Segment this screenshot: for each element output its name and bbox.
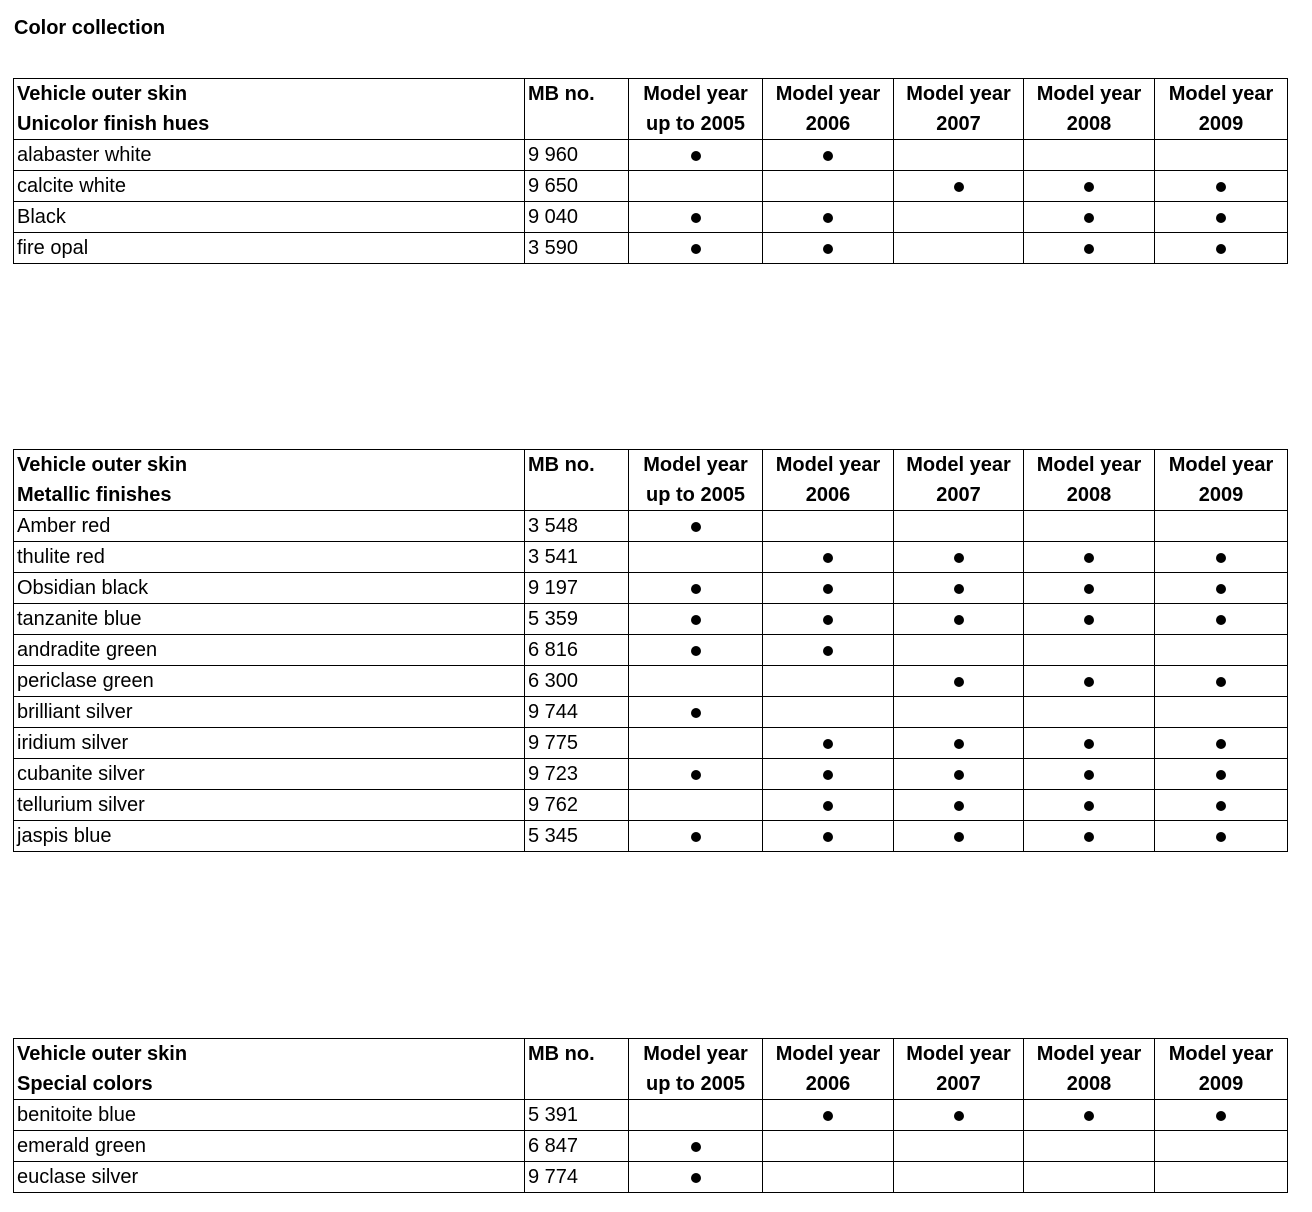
column-header-model-year: Model year bbox=[894, 1039, 1024, 1070]
availability-cell bbox=[894, 759, 1024, 790]
available-dot-icon bbox=[1084, 739, 1094, 749]
available-dot-icon bbox=[691, 244, 701, 254]
color-name: Amber red bbox=[14, 511, 525, 542]
mb-number: 9 762 bbox=[525, 790, 629, 821]
mb-number: 9 774 bbox=[525, 1162, 629, 1193]
header-row bbox=[14, 1039, 1288, 1070]
table-row bbox=[14, 140, 1288, 171]
availability-cell bbox=[1024, 511, 1155, 542]
availability-cell bbox=[763, 697, 894, 728]
available-dot-icon bbox=[823, 584, 833, 594]
availability-cell bbox=[1155, 573, 1288, 604]
year-label: 2007 bbox=[894, 480, 1024, 511]
column-header-skin: Vehicle outer skin bbox=[14, 450, 525, 481]
header-row bbox=[14, 1069, 1288, 1100]
mb-number: 9 650 bbox=[525, 171, 629, 202]
availability-cell bbox=[763, 604, 894, 635]
available-dot-icon bbox=[691, 770, 701, 780]
table-row bbox=[14, 821, 1288, 852]
availability-cell bbox=[763, 759, 894, 790]
availability-cell bbox=[894, 202, 1024, 233]
availability-cell bbox=[1155, 821, 1288, 852]
column-header-model-year: Model year bbox=[763, 79, 894, 110]
table-row bbox=[14, 542, 1288, 573]
empty-header-cell bbox=[525, 1069, 629, 1100]
availability-cell bbox=[629, 140, 763, 171]
availability-cell bbox=[1155, 604, 1288, 635]
available-dot-icon bbox=[1216, 770, 1226, 780]
column-header-skin: Vehicle outer skin bbox=[14, 1039, 525, 1070]
color-name: euclase silver bbox=[14, 1162, 525, 1193]
availability-cell bbox=[894, 573, 1024, 604]
availability-cell bbox=[1155, 697, 1288, 728]
header-row bbox=[14, 480, 1288, 511]
available-dot-icon bbox=[691, 1142, 701, 1152]
availability-cell bbox=[894, 233, 1024, 264]
available-dot-icon bbox=[691, 708, 701, 718]
color-name: andradite green bbox=[14, 635, 525, 666]
table-row bbox=[14, 1131, 1288, 1162]
available-dot-icon bbox=[1216, 801, 1226, 811]
availability-cell bbox=[1024, 821, 1155, 852]
available-dot-icon bbox=[691, 151, 701, 161]
available-dot-icon bbox=[823, 739, 833, 749]
available-dot-icon bbox=[823, 1111, 833, 1121]
available-dot-icon bbox=[823, 244, 833, 254]
column-header-model-year: Model year bbox=[763, 450, 894, 481]
available-dot-icon bbox=[1084, 244, 1094, 254]
available-dot-icon bbox=[954, 770, 964, 780]
year-label: 2007 bbox=[894, 1069, 1024, 1100]
availability-cell bbox=[894, 821, 1024, 852]
special-colors-table bbox=[13, 1038, 1288, 1193]
color-name: jaspis blue bbox=[14, 821, 525, 852]
color-name: thulite red bbox=[14, 542, 525, 573]
availability-cell bbox=[1024, 542, 1155, 573]
availability-cell bbox=[629, 202, 763, 233]
color-name: tellurium silver bbox=[14, 790, 525, 821]
availability-cell bbox=[894, 1100, 1024, 1131]
color-name: Black bbox=[14, 202, 525, 233]
available-dot-icon bbox=[1216, 739, 1226, 749]
available-dot-icon bbox=[954, 801, 964, 811]
column-header-mb-no: MB no. bbox=[525, 79, 629, 110]
available-dot-icon bbox=[823, 151, 833, 161]
availability-cell bbox=[629, 821, 763, 852]
year-label: 2007 bbox=[894, 109, 1024, 140]
available-dot-icon bbox=[954, 584, 964, 594]
table-row bbox=[14, 202, 1288, 233]
availability-cell bbox=[629, 604, 763, 635]
availability-cell bbox=[629, 573, 763, 604]
table-row bbox=[14, 666, 1288, 697]
table-row bbox=[14, 1162, 1288, 1193]
available-dot-icon bbox=[1084, 584, 1094, 594]
mb-number: 6 847 bbox=[525, 1131, 629, 1162]
available-dot-icon bbox=[823, 801, 833, 811]
available-dot-icon bbox=[1216, 615, 1226, 625]
availability-cell bbox=[629, 697, 763, 728]
available-dot-icon bbox=[823, 615, 833, 625]
year-label: 2006 bbox=[763, 109, 894, 140]
availability-cell bbox=[763, 573, 894, 604]
available-dot-icon bbox=[691, 832, 701, 842]
availability-cell bbox=[1024, 1162, 1155, 1193]
available-dot-icon bbox=[1084, 801, 1094, 811]
mb-number: 9 723 bbox=[525, 759, 629, 790]
availability-cell bbox=[894, 697, 1024, 728]
color-name: fire opal bbox=[14, 233, 525, 264]
mb-number: 9 197 bbox=[525, 573, 629, 604]
available-dot-icon bbox=[823, 770, 833, 780]
year-label: 2006 bbox=[763, 480, 894, 511]
availability-cell bbox=[763, 511, 894, 542]
column-header-skin: Vehicle outer skin bbox=[14, 79, 525, 110]
availability-cell bbox=[894, 790, 1024, 821]
available-dot-icon bbox=[823, 553, 833, 563]
availability-cell bbox=[629, 542, 763, 573]
category-label: Unicolor finish hues bbox=[14, 109, 525, 140]
column-header-model-year: Model year bbox=[1024, 79, 1155, 110]
column-header-mb-no: MB no. bbox=[525, 450, 629, 481]
table-row bbox=[14, 233, 1288, 264]
available-dot-icon bbox=[823, 832, 833, 842]
available-dot-icon bbox=[1084, 615, 1094, 625]
availability-cell bbox=[1024, 728, 1155, 759]
page-title: Color collection bbox=[14, 17, 166, 39]
header-row bbox=[14, 450, 1288, 481]
year-label: 2008 bbox=[1024, 1069, 1155, 1100]
availability-cell bbox=[1024, 790, 1155, 821]
availability-cell bbox=[1024, 1100, 1155, 1131]
year-label: 2008 bbox=[1024, 109, 1155, 140]
available-dot-icon bbox=[823, 213, 833, 223]
mb-number: 6 300 bbox=[525, 666, 629, 697]
table-row bbox=[14, 573, 1288, 604]
availability-cell bbox=[1024, 140, 1155, 171]
availability-cell bbox=[763, 666, 894, 697]
column-header-model-year: Model year bbox=[1155, 450, 1288, 481]
column-header-model-year: Model year bbox=[629, 79, 763, 110]
availability-cell bbox=[629, 759, 763, 790]
availability-cell bbox=[763, 1162, 894, 1193]
availability-cell bbox=[763, 1131, 894, 1162]
available-dot-icon bbox=[1084, 182, 1094, 192]
availability-cell bbox=[629, 511, 763, 542]
header-row bbox=[14, 79, 1288, 110]
empty-header-cell bbox=[525, 109, 629, 140]
available-dot-icon bbox=[823, 646, 833, 656]
available-dot-icon bbox=[1216, 677, 1226, 687]
table-row bbox=[14, 759, 1288, 790]
column-header-model-year: Model year bbox=[1155, 1039, 1288, 1070]
header-row bbox=[14, 109, 1288, 140]
color-name: cubanite silver bbox=[14, 759, 525, 790]
color-name: benitoite blue bbox=[14, 1100, 525, 1131]
availability-cell bbox=[894, 604, 1024, 635]
mb-number: 5 359 bbox=[525, 604, 629, 635]
mb-number: 9 775 bbox=[525, 728, 629, 759]
availability-cell bbox=[1024, 1131, 1155, 1162]
available-dot-icon bbox=[691, 1173, 701, 1183]
availability-cell bbox=[763, 821, 894, 852]
color-name: calcite white bbox=[14, 171, 525, 202]
availability-cell bbox=[763, 635, 894, 666]
availability-cell bbox=[763, 1100, 894, 1131]
available-dot-icon bbox=[691, 213, 701, 223]
column-header-model-year: Model year bbox=[763, 1039, 894, 1070]
availability-cell bbox=[763, 171, 894, 202]
category-label: Metallic finishes bbox=[14, 480, 525, 511]
availability-cell bbox=[1155, 511, 1288, 542]
availability-cell bbox=[894, 542, 1024, 573]
available-dot-icon bbox=[954, 553, 964, 563]
available-dot-icon bbox=[1216, 213, 1226, 223]
availability-cell bbox=[1155, 666, 1288, 697]
availability-cell bbox=[629, 1100, 763, 1131]
availability-cell bbox=[1155, 171, 1288, 202]
available-dot-icon bbox=[1216, 244, 1226, 254]
color-name: iridium silver bbox=[14, 728, 525, 759]
column-header-model-year: Model year bbox=[1155, 79, 1288, 110]
availability-cell bbox=[1024, 171, 1155, 202]
availability-cell bbox=[1024, 666, 1155, 697]
availability-cell bbox=[1024, 233, 1155, 264]
color-name: tanzanite blue bbox=[14, 604, 525, 635]
available-dot-icon bbox=[691, 584, 701, 594]
availability-cell bbox=[894, 140, 1024, 171]
table-row bbox=[14, 697, 1288, 728]
available-dot-icon bbox=[691, 615, 701, 625]
availability-cell bbox=[763, 140, 894, 171]
availability-cell bbox=[1155, 790, 1288, 821]
year-label: 2009 bbox=[1155, 480, 1288, 511]
color-name: periclase green bbox=[14, 666, 525, 697]
available-dot-icon bbox=[1216, 182, 1226, 192]
availability-cell bbox=[629, 171, 763, 202]
availability-cell bbox=[1155, 140, 1288, 171]
availability-cell bbox=[1024, 759, 1155, 790]
available-dot-icon bbox=[1084, 1111, 1094, 1121]
unicolor-table bbox=[13, 78, 1288, 264]
available-dot-icon bbox=[1216, 1111, 1226, 1121]
column-header-mb-no: MB no. bbox=[525, 1039, 629, 1070]
table-row bbox=[14, 635, 1288, 666]
availability-cell bbox=[629, 635, 763, 666]
available-dot-icon bbox=[1216, 553, 1226, 563]
availability-cell bbox=[894, 1162, 1024, 1193]
color-name: alabaster white bbox=[14, 140, 525, 171]
availability-cell bbox=[629, 790, 763, 821]
availability-cell bbox=[763, 542, 894, 573]
table-row bbox=[14, 604, 1288, 635]
available-dot-icon bbox=[954, 739, 964, 749]
availability-cell bbox=[629, 1131, 763, 1162]
table-row bbox=[14, 728, 1288, 759]
available-dot-icon bbox=[954, 677, 964, 687]
year-label: up to 2005 bbox=[629, 109, 763, 140]
metallic-table bbox=[13, 449, 1288, 852]
column-header-model-year: Model year bbox=[629, 1039, 763, 1070]
availability-cell bbox=[629, 728, 763, 759]
availability-cell bbox=[1155, 542, 1288, 573]
table-row bbox=[14, 790, 1288, 821]
available-dot-icon bbox=[1084, 770, 1094, 780]
year-label: 2009 bbox=[1155, 109, 1288, 140]
availability-cell bbox=[894, 666, 1024, 697]
year-label: up to 2005 bbox=[629, 480, 763, 511]
mb-number: 5 391 bbox=[525, 1100, 629, 1131]
year-label: 2008 bbox=[1024, 480, 1155, 511]
available-dot-icon bbox=[1084, 677, 1094, 687]
availability-cell bbox=[1024, 202, 1155, 233]
mb-number: 3 541 bbox=[525, 542, 629, 573]
availability-cell bbox=[1155, 233, 1288, 264]
availability-cell bbox=[1155, 1162, 1288, 1193]
availability-cell bbox=[1155, 728, 1288, 759]
availability-cell bbox=[894, 171, 1024, 202]
table-row bbox=[14, 1100, 1288, 1131]
available-dot-icon bbox=[1084, 213, 1094, 223]
color-name: emerald green bbox=[14, 1131, 525, 1162]
availability-cell bbox=[763, 790, 894, 821]
column-header-model-year: Model year bbox=[894, 450, 1024, 481]
color-name: Obsidian black bbox=[14, 573, 525, 604]
year-label: 2006 bbox=[763, 1069, 894, 1100]
availability-cell bbox=[1024, 635, 1155, 666]
availability-cell bbox=[1155, 1100, 1288, 1131]
availability-cell bbox=[1024, 604, 1155, 635]
availability-cell bbox=[1155, 1131, 1288, 1162]
availability-cell bbox=[629, 666, 763, 697]
column-header-model-year: Model year bbox=[629, 450, 763, 481]
availability-cell bbox=[894, 511, 1024, 542]
available-dot-icon bbox=[1216, 584, 1226, 594]
availability-cell bbox=[1024, 697, 1155, 728]
mb-number: 5 345 bbox=[525, 821, 629, 852]
column-header-model-year: Model year bbox=[894, 79, 1024, 110]
mb-number: 3 548 bbox=[525, 511, 629, 542]
color-name: brilliant silver bbox=[14, 697, 525, 728]
available-dot-icon bbox=[1084, 553, 1094, 563]
available-dot-icon bbox=[691, 646, 701, 656]
availability-cell bbox=[894, 635, 1024, 666]
availability-cell bbox=[894, 728, 1024, 759]
availability-cell bbox=[629, 1162, 763, 1193]
available-dot-icon bbox=[954, 615, 964, 625]
available-dot-icon bbox=[954, 1111, 964, 1121]
mb-number: 6 816 bbox=[525, 635, 629, 666]
mb-number: 9 040 bbox=[525, 202, 629, 233]
table-row bbox=[14, 511, 1288, 542]
availability-cell bbox=[629, 233, 763, 264]
available-dot-icon bbox=[1216, 832, 1226, 842]
availability-cell bbox=[1155, 202, 1288, 233]
column-header-model-year: Model year bbox=[1024, 1039, 1155, 1070]
availability-cell bbox=[763, 202, 894, 233]
availability-cell bbox=[1155, 759, 1288, 790]
availability-cell bbox=[763, 728, 894, 759]
empty-header-cell bbox=[525, 480, 629, 511]
year-label: up to 2005 bbox=[629, 1069, 763, 1100]
table-row bbox=[14, 171, 1288, 202]
mb-number: 3 590 bbox=[525, 233, 629, 264]
availability-cell bbox=[763, 233, 894, 264]
available-dot-icon bbox=[954, 832, 964, 842]
availability-cell bbox=[1155, 635, 1288, 666]
category-label: Special colors bbox=[14, 1069, 525, 1100]
availability-cell bbox=[894, 1131, 1024, 1162]
year-label: 2009 bbox=[1155, 1069, 1288, 1100]
available-dot-icon bbox=[691, 522, 701, 532]
available-dot-icon bbox=[954, 182, 964, 192]
availability-cell bbox=[1024, 573, 1155, 604]
available-dot-icon bbox=[1084, 832, 1094, 842]
mb-number: 9 744 bbox=[525, 697, 629, 728]
column-header-model-year: Model year bbox=[1024, 450, 1155, 481]
mb-number: 9 960 bbox=[525, 140, 629, 171]
